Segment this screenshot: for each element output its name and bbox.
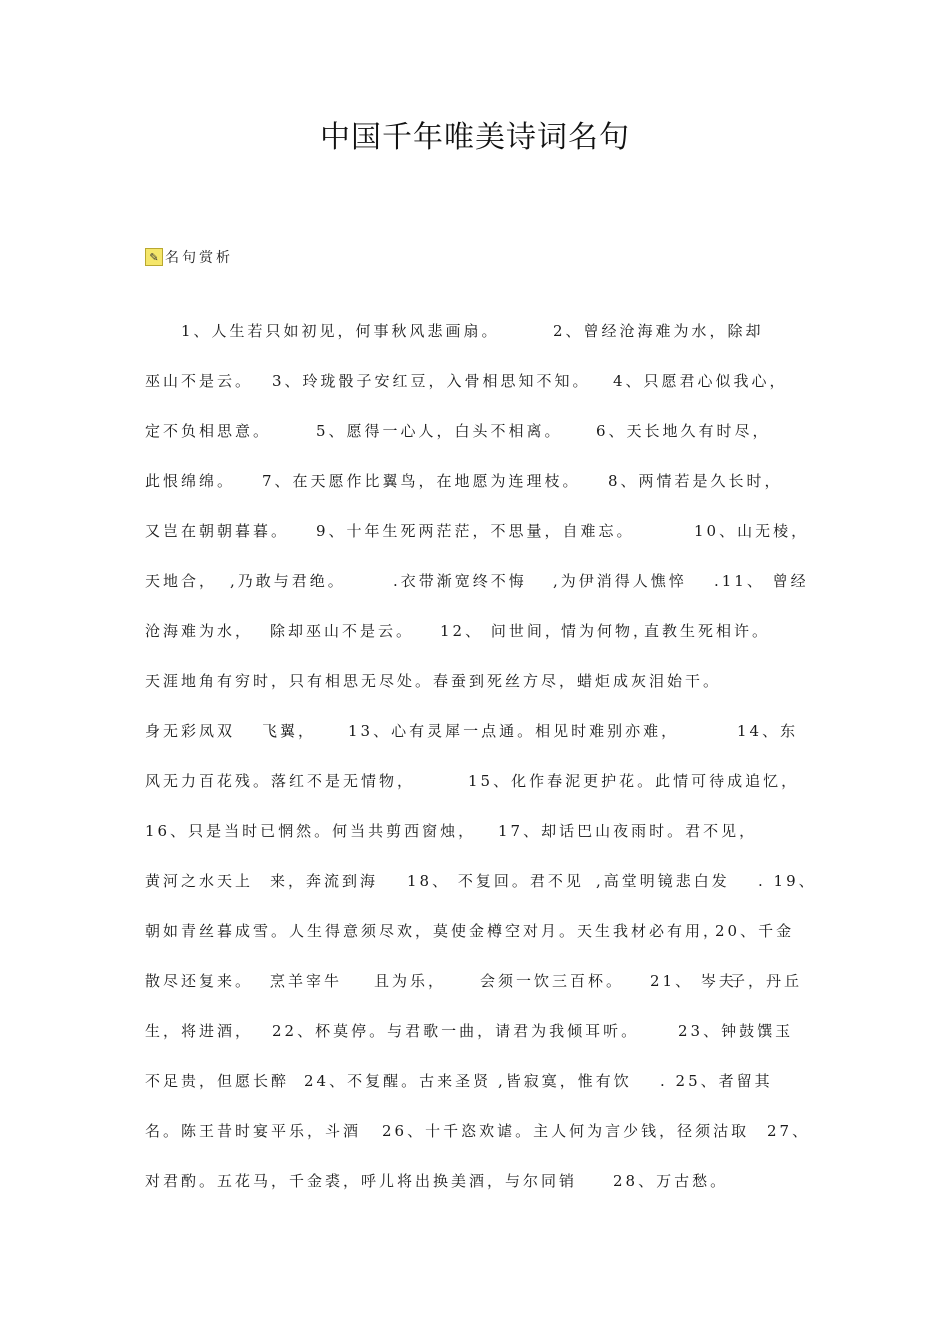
text-segment: 名。陈王昔时宴平乐，斗酒 [145, 1122, 362, 1140]
text-segment: . 19、 [758, 872, 817, 890]
text-segment: 2、曾经沧海难为水，除却 [553, 322, 764, 340]
text-segment: 10、山无棱， [694, 522, 810, 540]
text-segment: 生，将进酒， [145, 1022, 254, 1040]
text-segment: 对君酌。五花马，千金裘，呼儿将出换美酒，与尔同销 [145, 1172, 578, 1190]
text-segment: 烹羊宰牛 [270, 972, 343, 990]
text-line [0, 670, 950, 690]
text-line [0, 820, 950, 840]
text-segment: 1、人生若只如初见，何事秋风悲画扇。 [145, 322, 500, 340]
text-segment: ,皆寂寞，惟有饮 [498, 1072, 632, 1090]
text-segment: 定不负相思意。 [145, 422, 272, 440]
text-segment: 26、十千恣欢谑。主人何为言少钱，径须沽取 [382, 1122, 750, 1140]
text-line [0, 1120, 950, 1140]
text-segment: 17、却话巴山夜雨时。君不见， [498, 822, 758, 840]
text-segment: 18、 不复回。君不见 [407, 872, 584, 890]
text-segment: 8、两情若是久长时， [608, 472, 783, 490]
text-segment: 来，奔流到海 [270, 872, 379, 890]
text-segment: 20、千金 [715, 922, 795, 940]
text-segment: 身无彩凤双 [145, 722, 236, 740]
text-segment: 直教生死相许。 [644, 622, 771, 640]
text-line [0, 570, 950, 590]
text-segment: 16、只是当时已惘然。何当共剪西窗烛， [145, 822, 477, 840]
text-line [0, 870, 950, 890]
text-segment: 23、钟鼓馔玉 [678, 1022, 794, 1040]
text-segment: 巫山不是云。 [145, 372, 254, 390]
text-segment: 风无力百花残。落红不是无情物， [145, 772, 416, 790]
text-segment: .衣带渐宽终不悔 [393, 572, 527, 590]
text-segment: ,高堂明镜悲白发 [596, 872, 730, 890]
text-segment: 14、东 [737, 722, 799, 740]
text-line [0, 320, 950, 340]
text-segment: 会须一饮三百杯。 [480, 972, 625, 990]
text-line [0, 920, 950, 940]
text-segment: 情为何物， [561, 622, 652, 640]
text-segment: 13、心有灵犀一点通。相见时难别亦难， [348, 722, 680, 740]
text-line [0, 1170, 950, 1190]
text-segment: 朝如青丝暮成雪。人生得意须尽欢，莫使金樽空对月。天生我材必有用， [145, 922, 722, 940]
text-segment: 天地合， [145, 572, 218, 590]
text-segment: ,乃敢与君绝。 [230, 572, 346, 590]
text-line [0, 970, 950, 990]
text-segment: 散尽还复来。 [145, 972, 254, 990]
text-segment: 21、 岑夫 [650, 972, 737, 990]
text-line [0, 470, 950, 490]
text-line [0, 1070, 950, 1090]
text-segment: 15、化作春泥更护花。此情可待成追忆， [468, 772, 800, 790]
text-line [0, 1020, 950, 1040]
text-line [0, 520, 950, 540]
text-line [0, 420, 950, 440]
text-segment: 天涯地角有穷时，只有相思无尽处。春蚕到死丝方尽，蜡炬成灰泪始干。 [145, 672, 722, 690]
text-line [0, 720, 950, 740]
section-heading-label: 名句赏析 [165, 250, 233, 266]
text-line [0, 370, 950, 390]
text-segment: 3、玲珑骰子安红豆，入骨相思知不知。 [272, 372, 591, 390]
text-segment: 4、只愿君心似我心， [613, 372, 788, 390]
text-segment: 不足贵，但愿长醉 [145, 1072, 290, 1090]
text-segment: 9、十年生死两茫茫，不思量，自难忘。 [316, 522, 635, 540]
text-segment: 飞翼， [262, 722, 317, 740]
text-segment: 子，丹丘 [730, 972, 803, 990]
text-segment: 沧海难为水， [145, 622, 254, 640]
text-segment: . 25、者留其 [660, 1072, 773, 1090]
text-segment: 此恨绵绵。 [145, 472, 236, 490]
text-segment: ,为伊消得人憔悴 [553, 572, 687, 590]
text-segment: 且为乐， [374, 972, 447, 990]
text-segment: 22、杯莫停。与君歌一曲，请君为我倾耳听。 [272, 1022, 640, 1040]
text-segment: 7、在天愿作比翼鸟，在地愿为连理枝。 [262, 472, 581, 490]
text-segment: 12、 问世间， [440, 622, 563, 640]
edit-icon: ✎ [145, 248, 163, 266]
text-segment: 28、万古愁。 [613, 1172, 729, 1190]
text-segment: 5、愿得一心人，白头不相离。 [316, 422, 563, 440]
text-segment: 6、天长地久有时尽， [596, 422, 771, 440]
text-segment: 24、不复醒。古来圣贤 [304, 1072, 492, 1090]
text-segment: 除却巫山不是云。 [270, 622, 415, 640]
text-line [0, 620, 950, 640]
text-segment: 黄河之水天上 [145, 872, 254, 890]
section-heading [145, 247, 233, 267]
text-segment: 又岂在朝朝暮暮。 [145, 522, 290, 540]
text-segment: .11、 曾经 [714, 572, 809, 590]
text-line [0, 770, 950, 790]
document-title: 中国千年唯美诗词名句 [320, 120, 630, 155]
text-segment: 27、 [767, 1122, 811, 1140]
